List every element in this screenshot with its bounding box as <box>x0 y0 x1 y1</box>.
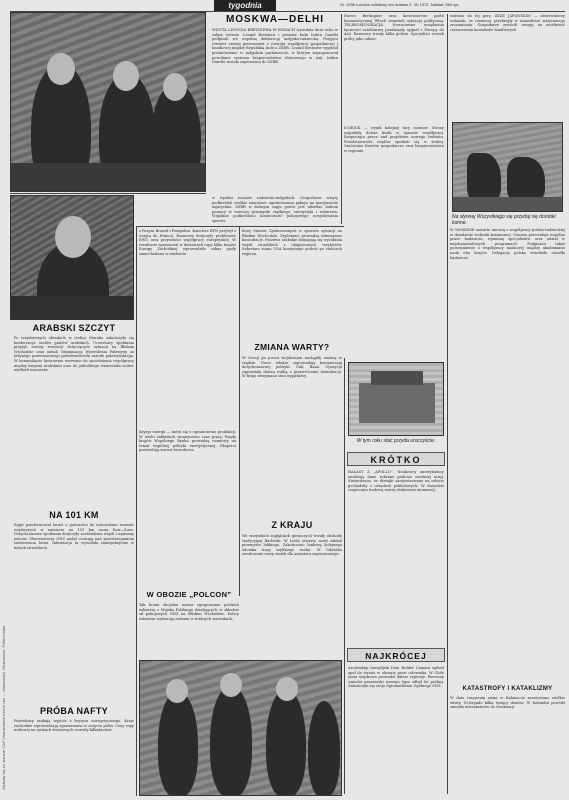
headline-najkrocej: NAJKRÓCEJ <box>365 651 427 661</box>
column-rule-mid <box>239 226 240 596</box>
column-rule-2 <box>447 14 448 794</box>
caption-horses: Na słynnej Wszystkiego się przydaj się dorobki konne. <box>452 214 556 226</box>
article-proba-nafty: Pośrednicy szukają wyjścia z kryzysu energetycznego. Kraje zachodnie wprowadzają ograniczenia w zużyciu paliw. Ceny ropy naftowej na rynkach światowych wzrosły kilkakrotnie. <box>14 719 134 733</box>
article-middle-col-2: Kryzys energii — mówi się o ograniczeniu produkcji. W wielu zakładach zmniejszono czas pracy. Rządy krajów Wspólnego Rynku prowadzą rozmowy na temat wspólnej polityki energetycznej. Eksperci przewidują wzrost bezrobocia. <box>139 430 236 453</box>
headline-arabski-szczyt: ARABSKI SZCZYT <box>32 323 116 333</box>
vertical-margin-note: Wybrały się ze stanem CAF (Wzniesienie trzech dni — Warszawa). Drukowane: Politechnika. <box>1 624 6 790</box>
headline-zmiana-warty: ZMIANA WARTY? <box>254 342 330 352</box>
article-right-top: Enrico Berlinguer oraz kierownictwo partii komunistycznej Włoch omawiali sytuację polityczną. TELEKOMUNIKACJA. Nowoczesne urządzenia łączności satelitarnej przekazały sygnał z Europy do Azji. Rozmowy trwały kilka godzin. Specjaliści ocenili próby jako udane. <box>344 14 444 41</box>
photo-building-snow <box>348 362 444 436</box>
article-w-obozie-polcon: Tak brzmi oficjalna nazwa zgrupowania polskich żołnierzy z Wojska Polskiego działających w składzie sił pokojowych ONZ na Bliskim Wschodzie. Polscy żołnierze wykonują zadania w trudnych warunkach. <box>139 603 239 621</box>
headline-z-kraju: Z KRAJU <box>271 520 313 530</box>
headline-krotko: KRÓTKO <box>370 455 422 465</box>
article-katastrofy: W dniu trzęsienia ziemi w Kalamacie zanotowano wielkie straty. Ucierpiało kilka tysięcy domów. W Kolumbii powódź zmusiła mieszkańców do ewakuacji. <box>450 696 565 710</box>
article-arabski-szczyt: Po trzydniowych obradach w stolicy Maroka zakończyła się konferencja szefów państw arabskich. Uczestnicy spotkania przyjęli szereg rezolucji dotyczących sytuacji na Bliskim Wschodzie oraz uznali Organizację Wyzwolenia Palestyny za jedynego prawomocnego przedstawiciela narodu palestyńskiego. W komunikacie końcowym wezwano do zacieśnienia współpracy między krajami arabskimi oraz do jednolitego stanowiska wobec wielkich mocarstw. <box>14 336 134 373</box>
article-middle-col: z Paryża Brandt i Pompidou. Kanclerz RFN przybył z wizytą do Francji. Rozmowy dotyczyły problemów EWG oraz przyszłości współpracy europejskiej. W rezultacie ograniczeń w dostawach ropy kilka krajów Europy Zachodniej wprowadziło zakaz jazdy samochodami w niedziele. <box>139 229 236 256</box>
header-small-label: tygodnia <box>228 1 262 10</box>
column-rule-1 <box>341 14 342 224</box>
header-logo-box <box>214 0 276 11</box>
caption-building: W tym roku stać przyda uroczyście. <box>356 438 436 444</box>
article-krotko: HAŁASY Z „APOLLO”. Naukowcy amerykańscy analizują dane zebrane podczas ostatniej misji. Stwierdzono, że dźwięki zarejestrowane na orbicie pochodziły z urządzeń pokładowych. W Kanadzie rozpoczęto budowę nowej elektrowni atomowej. <box>348 470 444 493</box>
header-top-right: Sr. 1096 rozmów odbiłemy dni działaw 2. XII 1972. Nakład: 960 tys. <box>340 2 460 7</box>
article-na-101-km: Egipt poinformował Izrael o gotowości do wznowienia rozmów wojskowych w namiocie na 101 km szosy Kair—Suez. Dotychczasowe spotkania dotyczyły rozdzielenia wojsk i wymiany jeńców. Obserwatorzy ONZ nadal czuwają nad przestrzeganiem zawieszenia broni. Informacja ta wywołała zaniepokojenie w kołach izraelskich. <box>14 523 134 550</box>
headline-na-101-km: NA 101 KM <box>49 510 99 520</box>
photo-portrait-conference <box>10 195 134 320</box>
column-rule-left <box>136 226 137 796</box>
article-z-kraju: We wszystkich zagłębiach górniczych trwały obchody tradycyjnej Barbórki. W Łodzi otwarto nowy zakład przemysłu lekkiego. Zakończono budowę kolejnego odcinka trasy szybkiego ruchu. W Gdańsku zwodowano nowy statek dla armatora zagranicznego. <box>242 534 342 557</box>
photo-horses-show <box>452 122 563 212</box>
headline-moskwa-delhi: MOSKWA—DELHI <box>225 14 325 25</box>
divider-under-photo <box>10 193 206 194</box>
photo-soldiers-polcon <box>139 660 342 796</box>
article-mid-right: łonej Stanów Zjednoczonych w sprawie sytuacji na Bliskim Wschodzie. Dyplomaci prowadzą intensywne konsultacje. Państwa arabskie domagają się wycofania wojsk izraelskich z okupowanych terytoriów. Sekretarz stanu USA kontynuuje podróż po stolicach regionu. <box>242 229 342 256</box>
headline-w-obozie-polcon: W OBOZIE „POLCON” <box>146 590 232 599</box>
article-right-top-2: ŁUBOCK — wynik kolejnej tury rozmów. Strony uzgodniły dalsze kroki w sprawie współpracy. Rozpoczęto prace nad projektem nowego traktatu. Przedstawiciele rządów spotkali się w stolicy. Omówiono kwestie gospodarcze oraz bezpieczeństwa w regionie. <box>344 126 444 153</box>
headline-katastrofy: KATASTROFY I KATAKLIZMY <box>462 686 553 692</box>
section-rule-mid <box>136 226 344 227</box>
article-najkrocej: Arcybiskup brazylijski Dom Helder Camara ogłosił apel do świata w obronie praw człowieka. W Chile junta wojskowa prowadzi dalsze represje. Pierwszy samolot pasażerski nowego typu odbył lot próbny. Zakończyła się sesja Zgromadzenia Ogólnego ONZ. <box>348 666 444 689</box>
article-zmiana-warty: W Grecji po puczu wojskowym nastąpiły zmiany w rządzie. Nowe władze zapowiadają kontynuację dotychczasowej polityki. Gali, Bana. Opozycja zapowiada dalszą walkę o przywrócenie demokracji. W kraju utrzymano stan wyjątkowy. <box>242 356 342 379</box>
article-moskwa-delhi: WIZYTA LEONIDA BREŻNIEWA W INDIACH wywołała duże echo w całym świecie. Leonid Breżniew i premier Indii Indira Gandhi podpisali we wspólną deklarację indyjsko-radziecką. Przyjęto również szereg porozumień o rozwoju współpracy gospodarczej i handlowej między Republiką Indii a ZSRR. Leonid Breżniew wygłosił przemówienie w indyjskim parlamencie, w którym zaproponował powołanie systemu bezpieczeństwa zbiorowego w Azji. Indira Gandhi została zaproszona do ZSRR. <box>212 28 338 65</box>
headline-proba-nafty: PRÓBA NAFTY <box>40 706 108 716</box>
column-rule-3 <box>344 358 345 794</box>
article-right-short: trafiono do tej pory. ZEZE JAPONSKIM — obserwatorzy wskazali, że rozmowy przebiegły w atmosferze wzajemnego zrozumienia. Gospodarze zwrócili uwagę na możliwość rozszerzenia kontaktów handlowych. <box>450 14 565 32</box>
article-right-mid: W MOSKWIE zawarto umowę o współpracy polsko-radzieckiej w dziedzinie techniki kosmicznej. Umowa przewiduje wspólne prace badawcze, wymianę specjalistów oraz udział w międzynarodowych programach. Podpisano także porozumienie o współpracy naukowej między akademiami nauk obu krajów. Delegacja polska zwiedziła ośrodki badawcze. <box>450 228 565 260</box>
article-moskwa-delhi-cont: w wyniku rozmów radziecko-indyjskich. Gospodarze wizyty podkreślali wielkie znaczenie ugruntowania pokoju na kontynencie azjatyckim. ZSRR w dalszym ciągu gotów jest udzielać Indiom pomocy w rozwoju przemysłu ciężkiego, energetyki i rolnictwa. Wspólnie podkreślono konieczność pokojowego uregulowania sporów. <box>212 196 338 223</box>
photo-summit-meeting <box>10 12 206 192</box>
